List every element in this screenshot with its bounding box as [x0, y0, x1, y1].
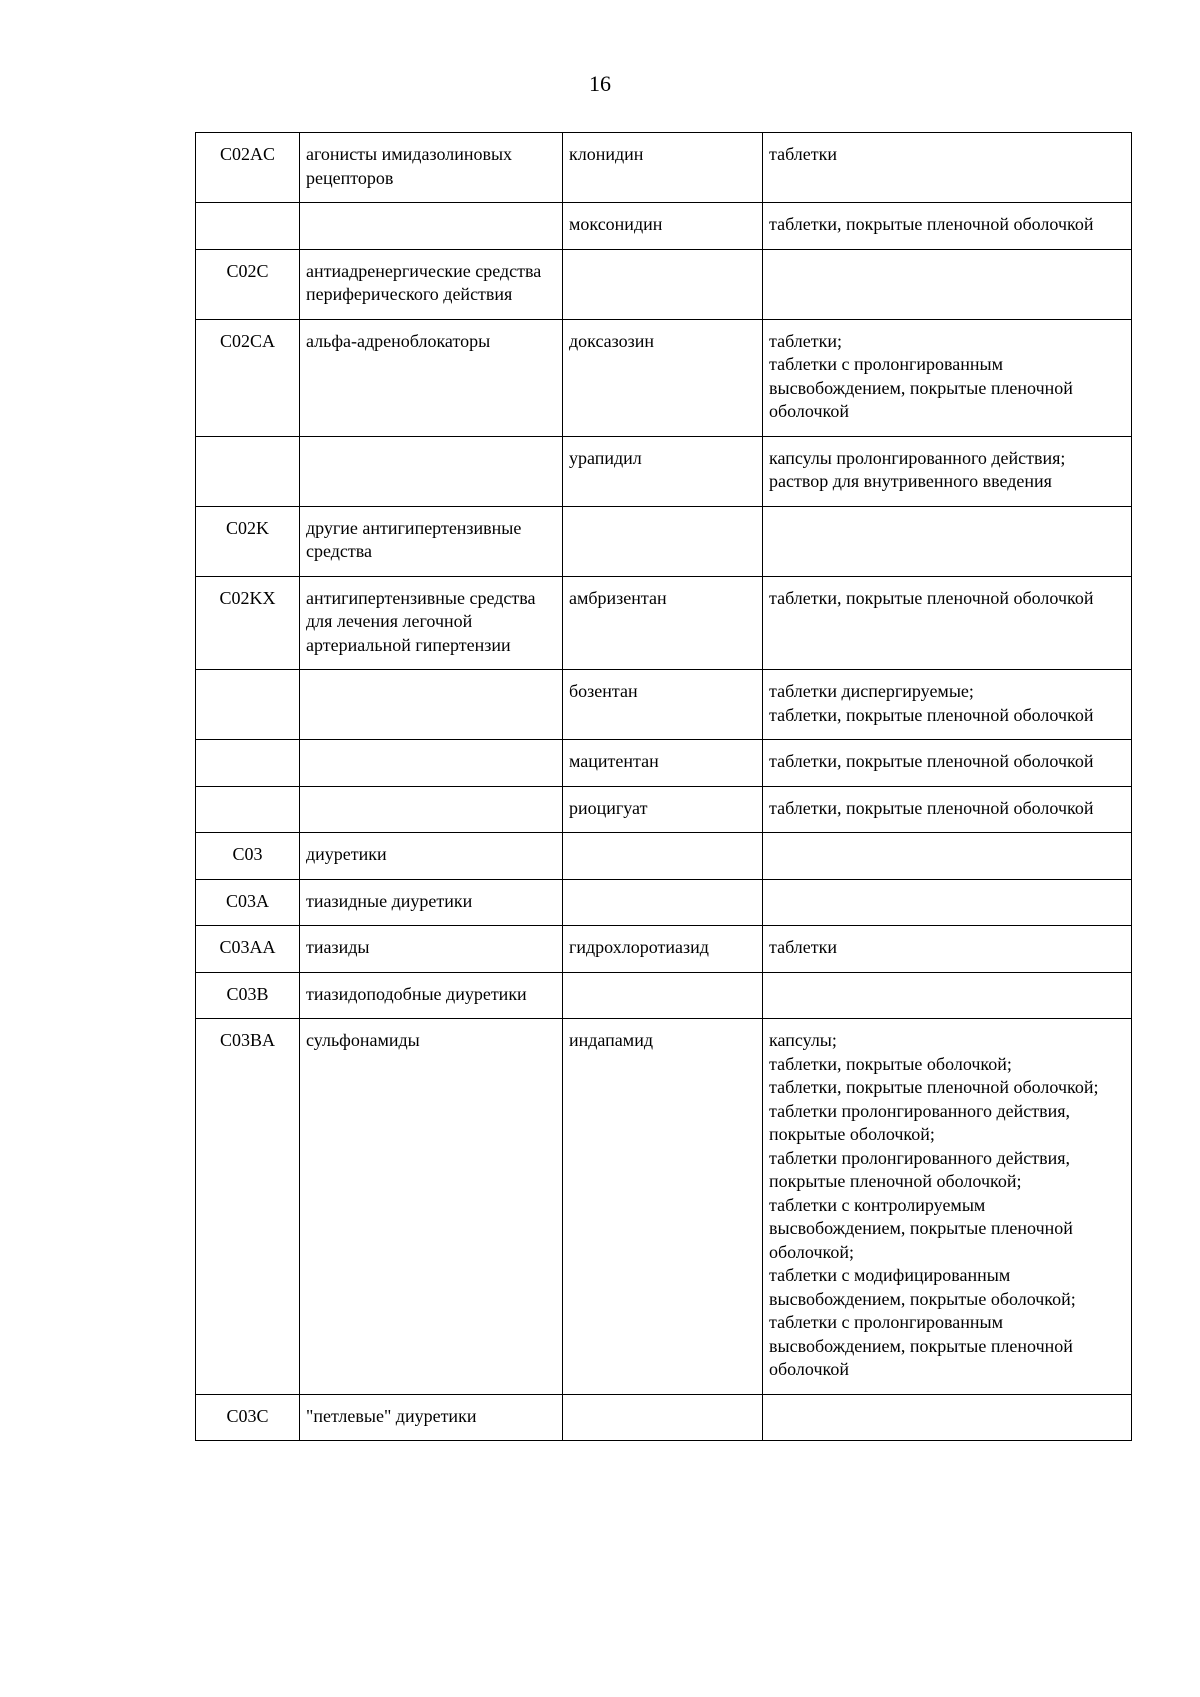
table-row — [196, 740, 1132, 787]
atc-code-cell — [196, 786, 300, 833]
form-cell: таблетки, покрытые пленочной оболочкой — [763, 576, 1132, 670]
table-row — [196, 249, 1132, 319]
group-cell: тиазиды — [300, 926, 563, 973]
atc-code-cell — [196, 203, 300, 250]
drug-cell — [563, 506, 763, 576]
group-cell: агонисты имидазолиновых рецепторов — [300, 133, 563, 203]
drug-cell: амбризентан — [563, 576, 763, 670]
form-cell: таблетки — [763, 133, 1132, 203]
table-row — [196, 833, 1132, 880]
drug-cell: риоцигуат — [563, 786, 763, 833]
form-cell: таблетки, покрытые пленочной оболочкой — [763, 740, 1132, 787]
drug-cell: доксазозин — [563, 319, 763, 436]
table-row — [196, 1394, 1132, 1441]
page-number: 16 — [589, 71, 611, 96]
form-cell — [763, 972, 1132, 1019]
table-row — [196, 203, 1132, 250]
table-row — [196, 670, 1132, 740]
form-cell — [763, 833, 1132, 880]
atc-code-cell — [196, 740, 300, 787]
drug-cell: индапамид — [563, 1019, 763, 1395]
group-cell: диуретики — [300, 833, 563, 880]
table-row — [196, 133, 1132, 203]
group-cell: "петлевые" диуретики — [300, 1394, 563, 1441]
atc-code-cell: C03C — [196, 1394, 300, 1441]
group-cell: тиазидные диуретики — [300, 879, 563, 926]
form-cell: капсулы; таблетки, покрытые оболочкой; таблетки, покрытые пленочной оболочкой; таблетки пролонгированного действия, покрытые оболочкой; таблетки пролонгированного действия, покрытые пленочной оболочкой; таблетки с контролируемым высвобождением, покрытые пленочной оболочкой; таблетки с модифицированным высвобождением, покрытые оболочкой; таблетки с пролонгированным высвобождением, покрытые пленочной оболочкой — [763, 1019, 1132, 1395]
atc-code-cell: C03 — [196, 833, 300, 880]
group-cell — [300, 786, 563, 833]
table-row — [196, 576, 1132, 670]
atc-code-cell: C03BA — [196, 1019, 300, 1395]
atc-code-cell — [196, 436, 300, 506]
drug-cell — [563, 879, 763, 926]
group-cell: сульфонамиды — [300, 1019, 563, 1395]
atc-code-cell: C02CA — [196, 319, 300, 436]
group-cell: антигипертензивные средства для лечения легочной артериальной гипертензии — [300, 576, 563, 670]
atc-code-cell: C03B — [196, 972, 300, 1019]
drug-cell: бозентан — [563, 670, 763, 740]
drug-cell: моксонидин — [563, 203, 763, 250]
atc-code-cell: C02C — [196, 249, 300, 319]
drug-cell: клонидин — [563, 133, 763, 203]
atc-code-cell: C02AC — [196, 133, 300, 203]
table-row — [196, 926, 1132, 973]
form-cell — [763, 1394, 1132, 1441]
atc-code-cell — [196, 670, 300, 740]
group-cell — [300, 740, 563, 787]
drug-cell — [563, 833, 763, 880]
table-row — [196, 506, 1132, 576]
group-cell — [300, 670, 563, 740]
atc-code-cell: C03AA — [196, 926, 300, 973]
table-row — [196, 786, 1132, 833]
form-cell — [763, 879, 1132, 926]
group-cell — [300, 203, 563, 250]
drug-cell — [563, 249, 763, 319]
table-row — [196, 436, 1132, 506]
drug-cell: гидрохлоротиазид — [563, 926, 763, 973]
drug-cell — [563, 1394, 763, 1441]
form-cell: таблетки диспергируемые; таблетки, покрытые пленочной оболочкой — [763, 670, 1132, 740]
drug-table — [195, 132, 1132, 1441]
form-cell — [763, 249, 1132, 319]
form-cell: таблетки, покрытые пленочной оболочкой — [763, 203, 1132, 250]
table-row — [196, 319, 1132, 436]
form-cell — [763, 506, 1132, 576]
group-cell: антиадренергические средства периферического действия — [300, 249, 563, 319]
drug-cell — [563, 972, 763, 1019]
form-cell: таблетки; таблетки с пролонгированным высвобождением, покрытые пленочной оболочкой — [763, 319, 1132, 436]
group-cell: альфа-адреноблокаторы — [300, 319, 563, 436]
form-cell: капсулы пролонгированного действия; раствор для внутривенного введения — [763, 436, 1132, 506]
form-cell: таблетки — [763, 926, 1132, 973]
drug-cell: урапидил — [563, 436, 763, 506]
atc-code-cell: C02KX — [196, 576, 300, 670]
group-cell — [300, 436, 563, 506]
drug-cell: мацитентан — [563, 740, 763, 787]
form-cell: таблетки, покрытые пленочной оболочкой — [763, 786, 1132, 833]
group-cell: другие антигипертензивные средства — [300, 506, 563, 576]
table-row — [196, 879, 1132, 926]
table-row — [196, 972, 1132, 1019]
atc-code-cell: C02K — [196, 506, 300, 576]
group-cell: тиазидоподобные диуретики — [300, 972, 563, 1019]
atc-code-cell: C03A — [196, 879, 300, 926]
table-row — [196, 1019, 1132, 1395]
